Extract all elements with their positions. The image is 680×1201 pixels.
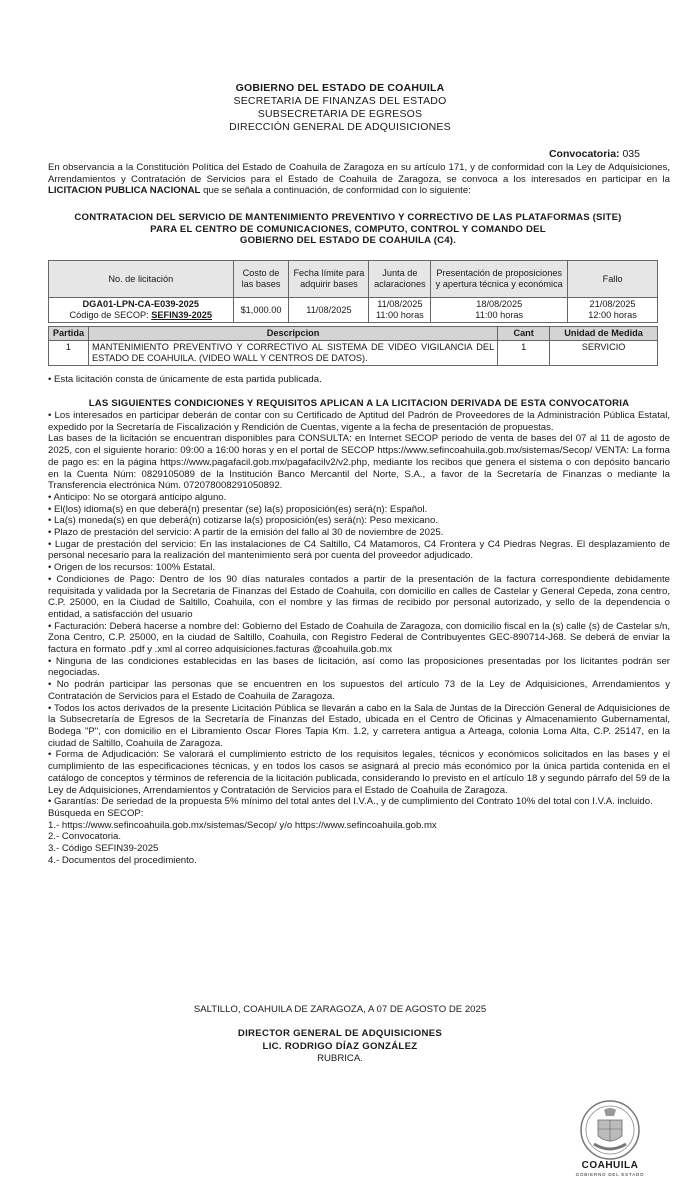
condition-item: • Los interesados en participar deberán de contar con su Certificado de Aptitud del Padrón de Proveedores de la Administración Pública Estatal, expedido por la Secretaría de Fiscalización y Rendición de Cuentas, vigente a la fecha de presentación de propuestas. [48,410,670,433]
header-cell: No. de licitación [49,261,234,298]
intro-text-after: que se señala a continuación, de conformidad con lo siguiente: [200,185,471,197]
condition-item: • Anticipo: No se otorgará anticipo alguno. [48,491,227,503]
condition-item: • El(los) idioma(s) en que deberá(n) presentar (se) la(s) proposición(es) será(n): Español. [48,503,428,515]
condition-item: Las bases de la licitación se encuentran disponibles para CONSULTA: en Internet SECOP periodo de venta de bases del 07 al 11 de agosto de 2025, con el siguiente horario: 09:00 a 16:00 horas y en el portal de SECOP https://www.sefincoahuila.gob.mx/sistemas/Secop/ VENTA: La forma de pago es: en la página https://www.pagafacil.gob.mx/pagafacilv2/v2.php, mediante los recibos que genera el sistema o con depósito bancario en la Cuenta Núm: 0829105089 de la Institución Banco Mercantil del Norte, S.A., a favor de la Secretaría de Finanzas o mediante la Transferencia electrónica Núm. 072078008291050892. [48,433,670,492]
title-line-3: GOBIERNO DEL ESTADO DE COAHUILA (C4). [239,235,457,246]
condition-item: 1.- https://www.sefincoahuila.gob.mx/sistemas/Secop/ y/o https://www.sefincoahuila.gob.mx [48,819,437,831]
header-government: GOBIERNO DEL ESTADO DE COAHUILA [235,82,445,94]
signature-block [0,1028,680,1066]
header-cell: Presentación de proposiciones y apertura técnica y económica [431,261,568,298]
condition-item: • Todos los actos derivados de la presente Licitación Pública se llevarán a cabo en la Sala de Juntas de la Dirección General de Adquisiciones de la Subsecretaría de Egresos de la Secretaría de Finanzas del Estado, ubicada en el Centro de Oficinas y Almacenamiento Gubernamental, Bodega "P", con domicilio en el Libramiento Oscar Flores Tapia Km. 1.2, y carretera antigua a Arteaga, colonia Loma Alta, C.P. 25147, en la ciudad de Saltillo, Coahuila de Zaragoza. [48,702,670,749]
presentacion-cell [431,298,568,323]
title-line-1: CONTRATACION DEL SERVICIO DE MANTENIMIENTO PREVENTIVO Y CORRECTIVO DE LAS PLATAFORMAS (SITE) [74,212,622,223]
presentacion-fecha: 18/08/2025 [476,299,523,309]
partida-table [48,326,658,366]
condition-item: 4.- Documentos del procedimiento. [48,854,197,866]
header-cell: Fallo [568,261,658,298]
table-row [49,341,658,366]
intro-paragraph [48,162,670,197]
signature-position: DIRECTOR GENERAL DE ADQUISICIONES [237,1028,443,1039]
condition-item: Búsqueda en SECOP: [48,807,144,819]
intro-bold: LICITACION PUBLICA NACIONAL [48,185,201,197]
condition-item: • Facturación: Deberá hacerse a nombre del: Gobierno del Estado de Coahuila de Zaragoza, con domicilio fiscal en la (s) calle (s) de Castelar s/n, Zona Centro, C.P. 25000, en la ciudad de Saltillo, Coahuila, con Registro Federal de Contribuyentes GEC-890714-J68. Se deberá de enviar la factura en formato .pdf y .xml al correo adquisiciones.facturas @coahuila.gob.mx [48,620,670,656]
partida-cell: 1 [49,341,89,366]
logo-subtitle: GOBIERNO DEL ESTADO [575,1172,645,1177]
costo-cell: $1,000.00 [233,298,289,323]
header-cell: Costo de las bases [233,261,289,298]
conditions-list [48,410,670,866]
header-direccion: DIRECCIÓN GENERAL DE ADQUISICIONES [229,121,451,133]
junta-hora: 11:00 horas [375,310,424,320]
contract-title [48,212,648,247]
condition-item: • La(s) moneda(s) en que deberá(n) cotizarse la(s) proposición(es) será(n): Peso mexicano. [48,515,438,527]
junta-cell [369,298,431,323]
condition-item: • Forma de Adjudicación: Se valorará el cumplimiento estricto de los requisitos legales, técnicos y económicos solicitados en las bases y el cumplimiento de las especificaciones técnicas, y en todos los casos se asignará al precio más económico por la única partida contenida en el catálogo de conceptos y términos de referencia de la licitación publicada, considerando lo previsto en el artículo 18 y segundo párrafo del 59 de la Ley de Adquisiciones, Arrendamientos y Contratación de Servicios para el Estado de Coahuila de Zaragoza. [48,749,670,796]
licitacion-table [48,260,658,323]
header-secretaria: SECRETARIA DE FINANZAS DEL ESTADO [233,95,447,107]
cant-cell: 1 [498,341,550,366]
licitacion-table-header [49,261,658,298]
signature-name: LIC. RODRIGO DÍAZ GONZÁLEZ [262,1040,418,1052]
signature-rubrica: RUBRICA. [317,1053,363,1064]
unidad-cell: SERVICIO [550,341,658,366]
header-cell: Unidad de Medida [550,327,658,341]
convocatoria-label: Convocatoria: [548,148,620,160]
licitacion-number: DGA01-LPN-CA-E039-2025 [82,299,199,309]
partida-table-header [49,327,658,341]
condition-item: • Garantías: De seriedad de la propuesta 5% mínimo del total antes del I.V.A., y de cumplimiento del Contrato 10% del total con I.V.A. incluido. [48,796,653,808]
header-subsecretaria: SUBSECRETARIA DE EGRESOS [257,108,423,120]
secop-label: Código de SECOP: [69,310,152,320]
secop-code: SEFIN39-2025 [151,310,213,320]
fecha-limite-cell: 11/08/2025 [289,298,369,323]
secop-code-line [51,310,231,321]
table-row [49,298,658,323]
condition-item: • Origen de los recursos: 100% Estatal. [48,562,216,574]
condition-item: 2.- Convocatoria. [48,831,122,843]
title-line-2: PARA EL CENTRO DE COMUNICACIONES, COMPUTO, CONTROL Y COMANDO DEL [150,223,546,235]
coahuila-seal-logo [578,1098,642,1162]
condition-item: • Ninguna de las condiciones establecidas en las bases de licitación, así como las proposiciones presentadas por los licitantes podrán ser negociadas. [48,655,670,679]
header-cell: Junta de aclaraciones [369,261,431,298]
convocatoria-number: 035 [622,148,640,160]
junta-fecha: 11/08/2025 [377,299,423,309]
convocatoria [549,148,640,160]
logo-name: COAHUILA [581,1160,639,1171]
place-date: SALTILLO, COAHUILA DE ZARAGOZA, A 07 DE AGOSTO DE 2025 [193,1004,487,1015]
condition-item: • Lugar de prestación del servicio: En las instalaciones de C4 Saltillo, C4 Matamoros, C4 Frontera y C4 Piedras Negras. El desplazamiento de personal necesario para la realización del mantenimiento será por cuenta del proveedor adjudicado. [48,538,670,562]
condition-item: • Condiciones de Pago: Dentro de los 90 días naturales contados a partir de la presentación de la factura correspondiente debidamente requisitada y validada por la Secretaria de Finanzas del Estado de Coahuila, con domicilio en calles de Castelar y General Cepeda, zona centro, C.P. 25000, en la Ciudad de Saltillo, Coahuila, con el nombre y las firmas de recibido por personal autorizado, y sello de la dependencia o entidad, a satisfacción del usuario [48,573,670,620]
condition-item: 3.- Código SEFIN39-2025 [48,843,159,855]
fallo-fecha: 21/08/2025 [589,299,636,309]
condition-item: • No podrán participar las personas que se encuentren en los supuestos del artículo 73 de la Ley de Adquisiciones, Arrendamientos y Contratación de Servicios para el Estado de Coahuila de Zaragoza. [48,679,670,702]
header-cell: Descripcion [88,327,497,341]
fallo-hora: 12:00 horas [588,310,637,320]
header-cell: Fecha límite para adquirir bases [289,261,369,298]
header-cell: Cant [498,327,550,341]
partida-note: • Esta licitación consta de únicamente de esta partida publicada. [48,374,322,385]
header [0,82,680,134]
descripcion-cell: MANTENIMIENTO PREVENTIVO Y CORRECTIVO AL SISTEMA DE VIDEO VIGILANCIA DEL ESTADO DE COAHUILA. (VIDEO WALL Y CENTROS DE DATOS). [88,341,497,366]
header-cell: Partida [49,327,89,341]
conditions-title: LAS SIGUIENTES CONDICIONES Y REQUISITOS APLICAN A LA LICITACION DERIVADA DE ESTA CONVOCATORIA [88,398,630,409]
condition-item: • Plazo de prestación del servicio: A partir de la emisión del fallo al 30 de noviembre de 2025. [48,527,444,539]
presentacion-hora: 11:00 horas [475,310,524,320]
intro-text-before: En observancia a la Constitución Política del Estado de Coahuila de Zaragoza en su artículo 171, y de conformidad con la Ley de Adquisiciones, Arrendamientos y Contratación de Servicios para el Estado de Coahuila de Zaragoza, se convoca a los interesados en participar en la [48,162,670,185]
fallo-cell [568,298,658,323]
licitacion-cell [49,298,234,323]
